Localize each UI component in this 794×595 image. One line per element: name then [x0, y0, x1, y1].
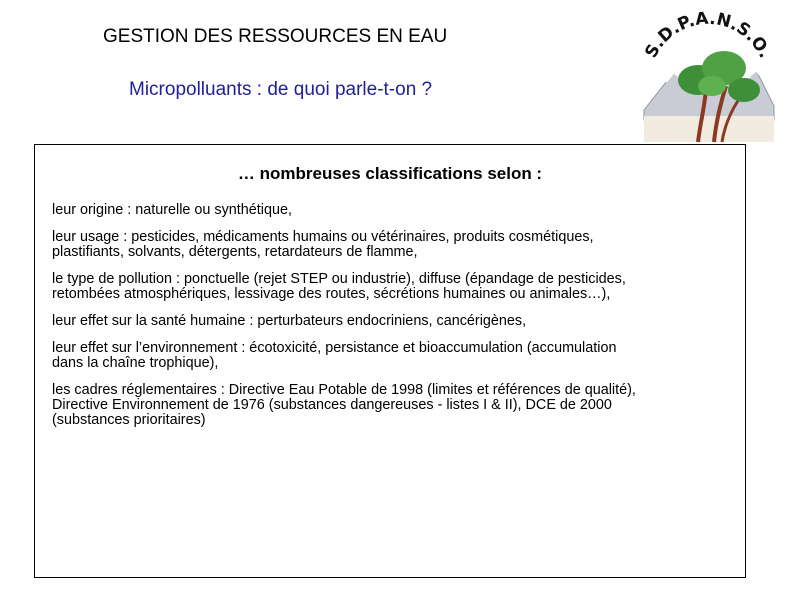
item-label: les cadres réglementaires : [52, 382, 225, 398]
item-text: ponctuelle (rejet STEP ou industrie), diffuse (épandage de pesticides, retombées atmosphériques, lessivage des routes, sécrétions humaines ou animales…), [52, 271, 626, 302]
list-item [52, 341, 732, 371]
page-subtitle: Micropolluants : de quoi parle-t-on ? [129, 79, 433, 100]
item-text: : perturbateurs endocriniens, cancérigènes, [245, 313, 527, 329]
logo-lettering: S.D.P.A.N.S.O. [641, 10, 775, 62]
page-title: GESTION DES RESSOURCES EN EAU [103, 26, 448, 47]
list-item [52, 203, 732, 218]
list-item [52, 383, 732, 428]
item-label: leur effet sur la santé humaine [52, 313, 246, 329]
classification-panel [34, 144, 746, 578]
item-text: Directive Eau Potable de 1998 (limites et références de qualité), Directive Environnement de 1976 (substances dangereuses - listes I & II), DCE de 2000 (substances prioritaires) [52, 382, 636, 428]
item-label: leur effet sur l’environnement : [52, 340, 246, 356]
item-text: pesticides, médicaments humains ou vétérinaires, produits cosmétiques, plastifiants, solvants, détergents, retardateurs de flamme, [52, 229, 594, 260]
list-item [52, 272, 732, 302]
classification-list [52, 203, 732, 440]
list-item [52, 314, 732, 329]
panel-heading: … nombreuses classifications selon : [237, 164, 543, 183]
item-text: écotoxicité, persistance et bioaccumulation (accumulation dans la chaîne trophique), [52, 340, 617, 371]
item-label: leur origine : [52, 202, 132, 218]
item-label: le type de pollution : [52, 271, 181, 287]
item-label: leur usage : [52, 229, 128, 245]
sdpanso-logo [636, 10, 776, 146]
item-text: naturelle ou synthétique, [131, 202, 293, 218]
list-item [52, 230, 732, 260]
svg-text:S.D.P.A.N.S.O. [641, 10, 775, 61]
